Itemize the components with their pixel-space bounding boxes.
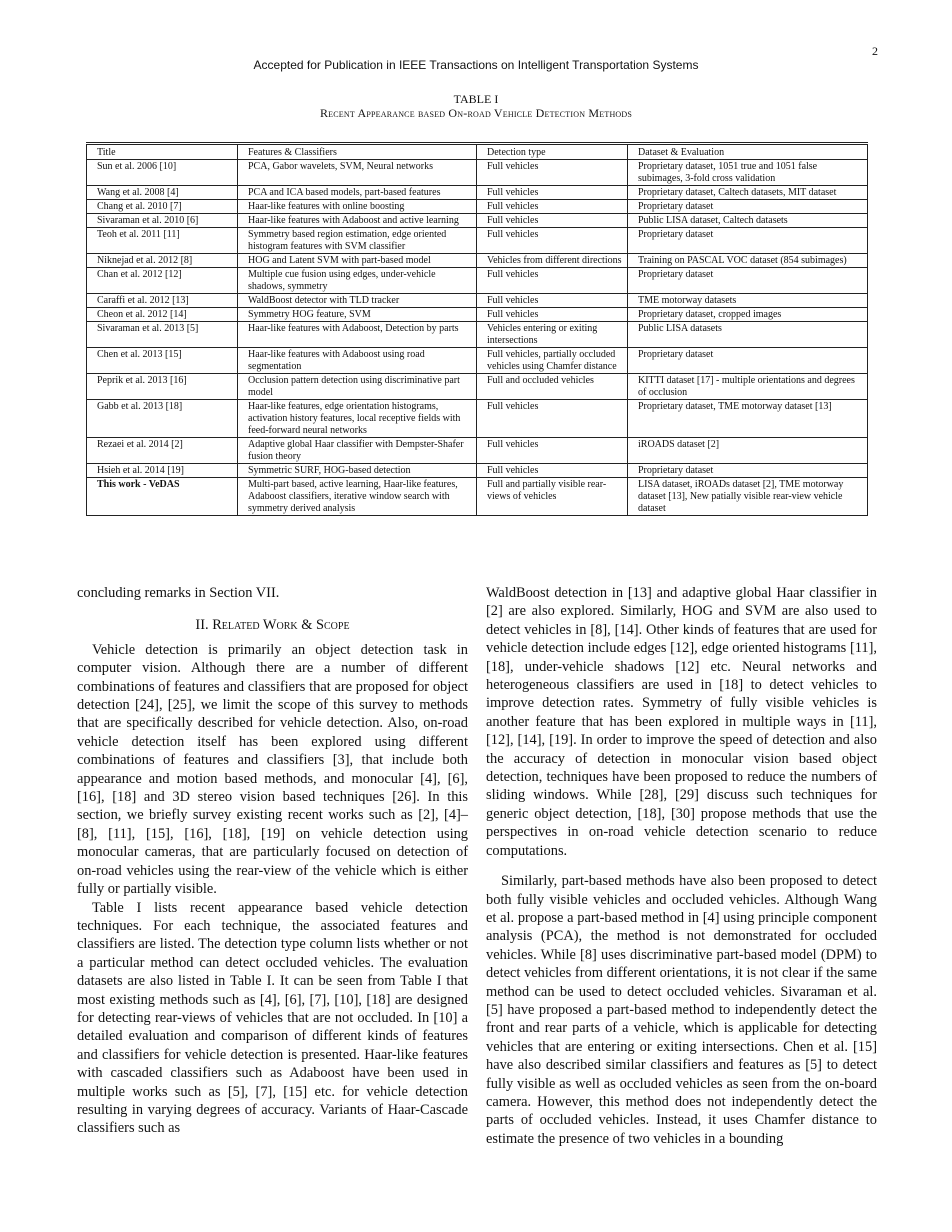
cell-title: Teoh et al. 2011 [11] [87,228,238,254]
cell-detection-type: Full vehicles, partially occluded vehicles using Chamfer distance [477,348,628,374]
body-paragraph: Table I lists recent appearance based vehicle detection techniques. For each technique, the associated features and classifiers are listed. The detection type column lists whether or not a particular method can detect occluded vehicles. The evaluation datasets are also listed in Table I. It can be seen from Table I that most existing methods such as [4], [6], [7], [10], [18] are designed for detecting rear-views of vehicles that are not occluded. In [10] a detailed evaluation and comparison of different kinds of features and classifiers for vehicle detection is presented. Haar-like features with cascaded classifiers such as Adaboost have been used in multiple works such as [5], [7], [15] etc. for vehicle detection resulting in varying degrees of accuracy. Variants of Haar-Cascade classifiers such as [77,899,468,1137]
cell-features: Occlusion pattern detection using discriminative part model [238,374,477,400]
cell-dataset: LISA dataset, iROADs dataset [2], TME motorway dataset [13], New patially visible rear-view vehicle dataset [628,478,868,516]
cell-features: PCA, Gabor wavelets, SVM, Neural networks [238,160,477,186]
cell-title: Chang et al. 2010 [7] [87,200,238,214]
table-label: TABLE I [453,92,499,106]
table-row [87,308,868,322]
cell-detection-type: Vehicles from different directions [477,254,628,268]
table-row [87,322,868,348]
table-row [87,228,868,254]
cell-title: Sivaraman et al. 2010 [6] [87,214,238,228]
methods-table [86,142,868,516]
cell-dataset: Proprietary dataset, Caltech datasets, MIT dataset [628,186,868,200]
cell-dataset: KITTI dataset [17] - multiple orientations and degrees of occlusion [628,374,868,400]
cell-detection-type: Full vehicles [477,160,628,186]
cell-features: Symmetry HOG feature, SVM [238,308,477,322]
cell-features: PCA and ICA based models, part-based features [238,186,477,200]
cell-dataset: Proprietary dataset, 1051 true and 1051 false subimages, 3-fold cross validation [628,160,868,186]
cell-title: Gabb et al. 2013 [18] [87,400,238,438]
header-title: Title [87,144,238,160]
cell-features: Symmetric SURF, HOG-based detection [238,464,477,478]
cell-features: Multiple cue fusion using edges, under-vehicle shadows, symmetry [238,268,477,294]
table-header-row [87,144,868,160]
cell-detection-type: Full vehicles [477,438,628,464]
table-row [87,438,868,464]
cell-title: Sun et al. 2006 [10] [87,160,238,186]
cell-dataset: Training on PASCAL VOC dataset (854 subimages) [628,254,868,268]
cell-title: Chan et al. 2012 [12] [87,268,238,294]
table-row [87,254,868,268]
cell-detection-type: Full vehicles [477,228,628,254]
cell-detection-type: Full vehicles [477,186,628,200]
cell-detection-type: Full vehicles [477,464,628,478]
right-column [486,584,877,1148]
cell-dataset: Proprietary dataset, cropped images [628,308,868,322]
table-row [87,294,868,308]
cell-dataset: Proprietary dataset [628,464,868,478]
section-heading: II. Related Work & Scope [195,617,350,634]
cell-dataset: Proprietary dataset [628,200,868,214]
table-row [87,374,868,400]
page-number: 2 [872,44,878,58]
table-row [87,478,868,516]
body-paragraph: Similarly, part-based methods have also been proposed to detect both fully visible vehicles and occluded vehicles. Although Wang et al. propose a part-based method in [4] using principle component analysis (PCA), the method is not demonstrated for occluded vehicles. While [8] uses discriminative part-based model (DPM) to detect vehicles from different orientations, it is not clear if the same method can be used to detect occluded vehicles. Sivaraman et al. [5] have proposed a part-based method to independently detect the front and rear parts of a vehicle, which is applicable for detecting vehicles that are entering or exiting intersections. Chen et al. [15] have also described similar classifiers and features as [5] to detect fully visible as well as occluded vehicles as seen from the on-board camera. However, this method does not independently detect the parts of occluded vehicles. Instead, it uses Chamfer distance to estimate the presence of two vehicles in a bounding [486,873,877,1147]
cell-title: Caraffi et al. 2012 [13] [87,294,238,308]
cell-detection-type: Full and occluded vehicles [477,374,628,400]
cell-detection-type: Full vehicles [477,294,628,308]
table-row [87,464,868,478]
cell-dataset: Proprietary dataset [628,228,868,254]
cell-detection-type: Full vehicles [477,308,628,322]
cell-features: Haar-like features with online boosting [238,200,477,214]
cell-title: Peprik et al. 2013 [16] [87,374,238,400]
cell-title: Niknejad et al. 2012 [8] [87,254,238,268]
table-caption: Recent Appearance based On-road Vehicle Detection Methods [319,106,633,120]
cell-features: Haar-like features with Adaboost and active learning [238,214,477,228]
table-row [87,348,868,374]
header-features: Features & Classifiers [238,144,477,160]
cell-title: Sivaraman et al. 2013 [5] [87,322,238,348]
header-detection-type: Detection type [477,144,628,160]
body-paragraph: WaldBoost detection in [13] and adaptive global Haar classifier in [2] are also explored. Similarly, HOG and SVM are also used to detect vehicles in [8], [14]. Other kinds of features that are used for vehicle detection include edges [12], edge oriented histograms [11], [18], under-vehicle shadows [12] etc. Neural networks and heterogeneous classifiers are used in [18] to detect vehicles to improve detection rates. Symmetry of fully visible vehicles is another feature that has been explored in multiple ways in [11], [12], [14], [19]. In order to improve the speed of detection and also the accuracy of detection in monocular vision based object detection, techniques have been proposed to reduce the numbers of sliding windows. While [28], [29] discuss such techniques for generic object detection, [18], [30] propose methods that use the perspectives in on-road vehicle detection scenario to reduce computations. [486,585,877,859]
left-column [77,584,468,1138]
running-header: Accepted for Publication in IEEE Transactions on Intelligent Transportation Systems [253,58,699,72]
cell-title: Cheon et al. 2012 [14] [87,308,238,322]
cell-features: Haar-like features with Adaboost using road segmentation [238,348,477,374]
table-row [87,200,868,214]
cell-title: Rezaei et al. 2014 [2] [87,438,238,464]
cell-dataset: Proprietary dataset [628,268,868,294]
cell-title: Hsieh et al. 2014 [19] [87,464,238,478]
table-row [87,268,868,294]
table-row [87,400,868,438]
cell-title: Chen et al. 2013 [15] [87,348,238,374]
cell-features: Haar-like features with Adaboost, Detection by parts [238,322,477,348]
table-row [87,160,868,186]
cell-title: Wang et al. 2008 [4] [87,186,238,200]
cell-dataset: Public LISA datasets [628,322,868,348]
cell-dataset: Proprietary dataset, TME motorway dataset [13] [628,400,868,438]
cell-features: Haar-like features, edge orientation histograms, activation history features, local receptive fields with feed-forward neural networks [238,400,477,438]
cell-features: Symmetry based region estimation, edge oriented histogram features with SVM classifier [238,228,477,254]
cell-detection-type: Full vehicles [477,200,628,214]
cell-detection-type: Full vehicles [477,268,628,294]
table-row [87,214,868,228]
table-body [87,160,868,516]
methods-table-container [86,142,867,516]
lead-paragraph: concluding remarks in Section VII. [77,585,280,601]
cell-detection-type: Full and partially visible rear-views of vehicles [477,478,628,516]
table-row [87,186,868,200]
header-dataset: Dataset & Evaluation [628,144,868,160]
cell-features: WaldBoost detector with TLD tracker [238,294,477,308]
cell-detection-type: Full vehicles [477,214,628,228]
cell-dataset: iROADS dataset [2] [628,438,868,464]
cell-features: Multi-part based, active learning, Haar-like features, Adaboost classifiers, iterative window search with symmetry derived analysis [238,478,477,516]
cell-dataset: Public LISA dataset, Caltech datasets [628,214,868,228]
cell-title: This work - VeDAS [87,478,238,516]
cell-detection-type: Full vehicles [477,400,628,438]
cell-features: HOG and Latent SVM with part-based model [238,254,477,268]
cell-dataset: Proprietary dataset [628,348,868,374]
cell-detection-type: Vehicles entering or exiting intersections [477,322,628,348]
cell-features: Adaptive global Haar classifier with Dempster-Shafer fusion theory [238,438,477,464]
body-paragraph: Vehicle detection is primarily an object detection task in computer vision. Although there are a number of different combinations of features and classifiers that are proposed for object detection [24], [25], we limit the scope of this survey to methods that are specifically described for vehicle detection. Also, on-road vehicle detection itself has been explored using different combinations of features and classifiers [3], that include both appearance and motion based methods, and monocular [4], [6], [16], [18] and 3D stereo vision based techniques [26]. In this section, we briefly survey existing recent works such as [2], [4]–[8], [11], [15], [16], [18], [19] on vehicle detection using monocular cameras, that are particularly focused on detection of on-road vehicles using the rear-view of the vehicle which is either fully or partially visible. [77,641,468,898]
cell-dataset: TME motorway datasets [628,294,868,308]
